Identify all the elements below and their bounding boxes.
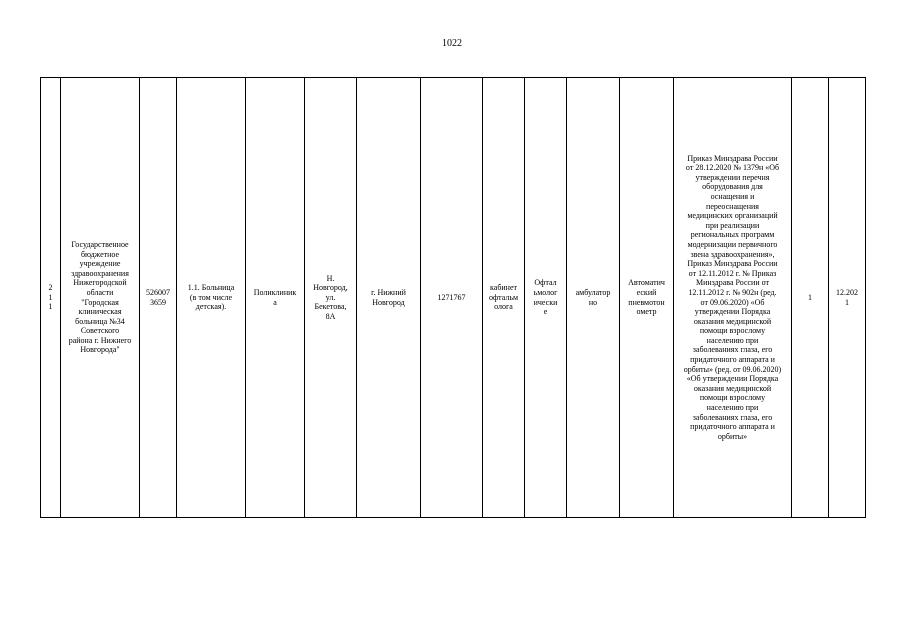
- care-type-cell: амбулатор но: [567, 78, 620, 518]
- profile-cell: Офтал ьмолог ически е: [525, 78, 567, 518]
- quantity-cell: 1: [792, 78, 829, 518]
- equipment-cell: Автоматич еский пневмотон ометр: [620, 78, 674, 518]
- organization-name-cell: Государственное бюджетное учреждение здравоохранения Нижегородской области "Городская клиническая больница №34 Советского района г. Нижнего Новгорода": [61, 78, 140, 518]
- city-cell: г. Нижний Новгород: [357, 78, 421, 518]
- code-cell: 1271767: [421, 78, 483, 518]
- legal-basis-cell: Приказ Минздрава России от 28.12.2020 № 1379н «Об утверждении перечня оборудования для оснащения и переоснащения медицинских организаций при реализации региональных программ модернизации первичного звена здравоохранения», Приказ Минздрава России от 12.11.2012 г. № Приказ Минздрава России от 12.11.2012 г. № 902н (ред. от 09.06.2020) «Об утверждении Порядка оказания медицинской помощи взрослому населению при заболеваниях глаза, его придаточного аппарата и орбиты» (ред. от 09.06.2020) «Об утверждении Порядка оказания медицинской помощи взрослому населению при заболеваниях глаза, его придаточного аппарата и орбиты»: [674, 78, 792, 518]
- category-cell: 1.1. Больница (в том числе детская).: [177, 78, 246, 518]
- cabinet-cell: кабинет офтальм олога: [483, 78, 525, 518]
- page-number: 1022: [442, 38, 462, 49]
- table-row: [41, 78, 866, 518]
- inn-cell: 526007 3659: [140, 78, 177, 518]
- equipment-registry-table: [40, 77, 866, 518]
- subdivision-cell: Поликлиник а: [246, 78, 305, 518]
- address-cell: Н. Новгород, ул. Бекетова, 8А: [305, 78, 357, 518]
- date-cell: 12.202 1: [829, 78, 866, 518]
- row-number-cell: 2 1 1: [41, 78, 61, 518]
